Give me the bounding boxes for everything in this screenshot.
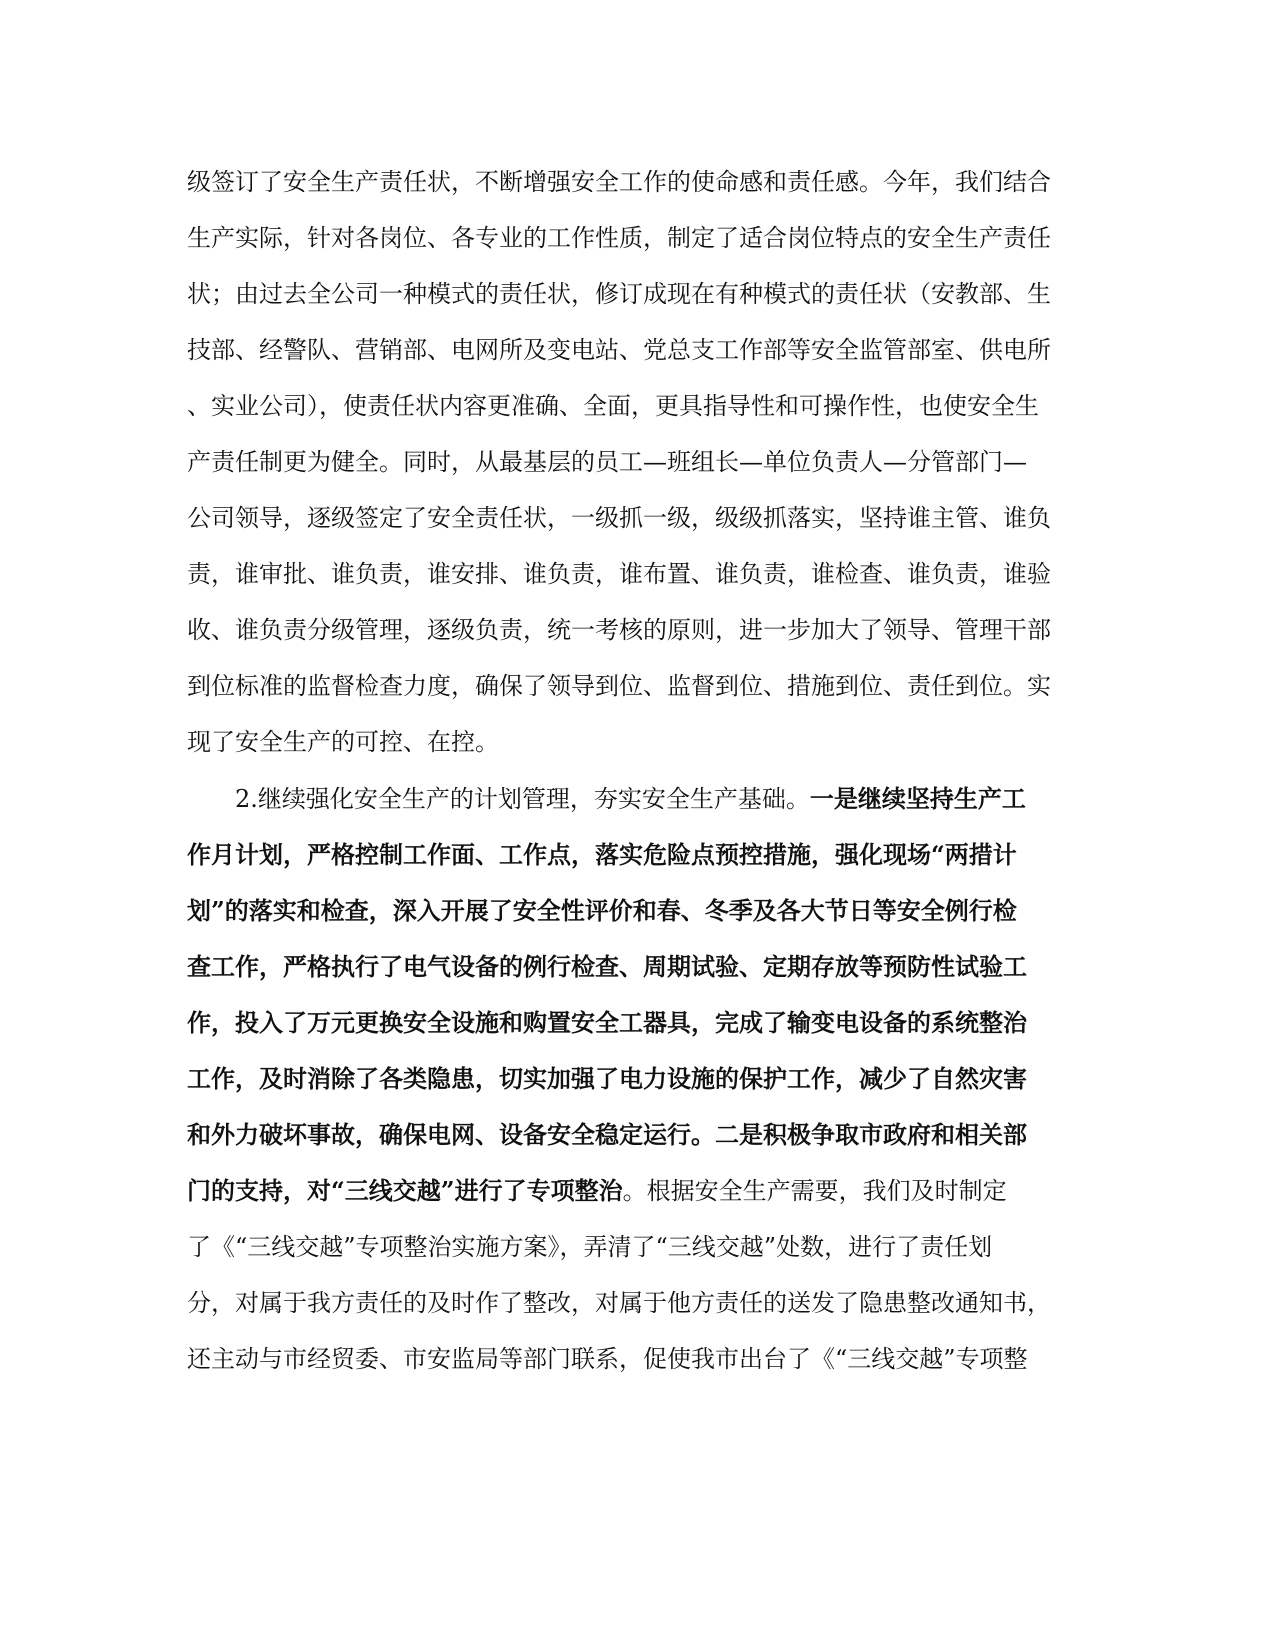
paragraph-line: 收、谁负责分级管理，逐级负责，统一考核的原则，进一步加大了领导、管理干部	[187, 616, 1051, 644]
paragraph-line: 和外力破坏事故，确保电网、设备安全稳定运行。二是积极争取市政府和相关部	[187, 1120, 1027, 1149]
paragraph-line: 分，对属于我方责任的及时作了整改，对属于他方责任的送发了隐患整改通知书，	[187, 1289, 1051, 1317]
paragraph-line: 状；由过去全公司一种模式的责任状，修订成现在有种模式的责任状（安教部、生	[187, 280, 1051, 308]
paragraph-line: 到位标准的监督检查力度，确保了领导到位、监督到位、措施到位、责任到位。实	[187, 672, 1051, 700]
paragraph-line: 公司领导，逐级签定了安全责任状，一级抓一级，级级抓落实，坚持谁主管、谁负	[187, 504, 1051, 532]
paragraph-line: 了《“三线交越”专项整治实施方案》，弄清了“三线交越”处数，进行了责任划	[187, 1233, 993, 1261]
paragraph-line: 生产实际，针对各岗位、各专业的工作性质，制定了适合岗位特点的安全生产责任	[187, 224, 1051, 252]
paragraph-line: 划”的落实和检查，深入开展了安全性评价和春、冬季及各大节日等安全例行检	[187, 896, 1017, 925]
paragraph-line: 技部、经警队、营销部、电网所及变电站、党总支工作部等安全监管部室、供电所	[187, 336, 1051, 364]
paragraph-line: 还主动与市经贸委、市安监局等部门联系，促使我市出台了《“三线交越”专项整	[187, 1345, 1028, 1373]
section-heading: 2.继续强化安全生产的计划管理，夯实安全生产基础。	[235, 785, 810, 813]
paragraph-line	[187, 1174, 1007, 1208]
regular-text: 。根据安全生产需要，我们及时制定	[622, 1177, 1007, 1205]
paragraph-line: 级签订了安全生产责任状，不断增强安全工作的使命感和责任感。今年，我们结合	[187, 168, 1051, 196]
paragraph-line: 查工作，严格执行了电气设备的例行检查、周期试验、定期存放等预防性试验工	[187, 952, 1027, 981]
bold-text: 一是继续坚持生产工	[809, 784, 1026, 813]
paragraph-line	[235, 782, 1026, 816]
paragraph-line: 现了安全生产的可控、在控。	[187, 728, 499, 756]
paragraph-line: 、实业公司），使责任状内容更准确、全面，更具指导性和可操作性，也使安全生	[187, 392, 1039, 420]
paragraph-line: 作月计划，严格控制工作面、工作点，落实危险点预控措施，强化现场“两措计	[187, 840, 1017, 869]
paragraph-line: 责，谁审批、谁负责，谁安排、谁负责，谁布置、谁负责，谁检查、谁负责，谁验	[187, 560, 1051, 588]
paragraph-line: 工作，及时消除了各类隐患，切实加强了电力设施的保护工作，减少了自然灾害	[187, 1064, 1027, 1093]
paragraph-line: 作，投入了万元更换安全设施和购置安全工器具，完成了输变电设备的系统整治	[187, 1008, 1027, 1037]
bold-text: 门的支持，对“三线交越”进行了专项整治	[187, 1176, 623, 1205]
paragraph-line: 产责任制更为健全。同时，从最基层的员工—班组长—单位负责人—分管部门—	[187, 448, 1027, 476]
